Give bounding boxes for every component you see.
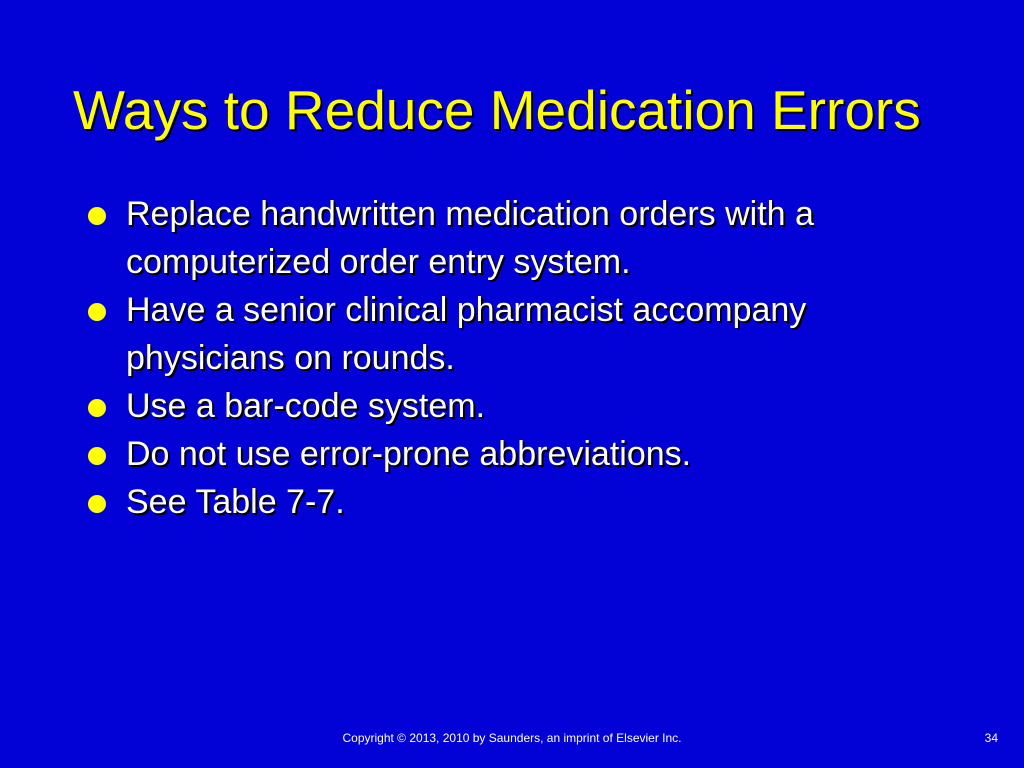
bullet-text: Do not use error-prone abbreviations. [126, 435, 692, 473]
bullet-text: Replace handwritten medication orders with a computerized order entry system. [126, 195, 814, 281]
bullet-list [86, 190, 966, 526]
bullet-item [86, 478, 966, 526]
bullet-marker-icon [88, 399, 106, 417]
slide-title: Ways to Reduce Medication Errors [73, 79, 921, 141]
footer-copyright: Copyright © 2013, 2010 by Saunders, an imprint of Elsevier Inc. [342, 731, 682, 745]
bullet-marker-icon [88, 207, 106, 225]
bullet-marker-icon [88, 303, 106, 321]
bullet-text: Use a bar-code system. [126, 387, 486, 425]
bullet-text: See Table 7-7. [126, 483, 345, 521]
bullet-text: Have a senior clinical pharmacist accompany physicians on rounds. [126, 291, 807, 377]
bullet-item [86, 286, 966, 382]
bullet-marker-icon [88, 447, 106, 465]
bullet-item [86, 190, 966, 286]
bullet-item [86, 382, 966, 430]
page-number: 34 [984, 731, 998, 745]
bullet-item [86, 430, 966, 478]
bullet-marker-icon [88, 495, 106, 513]
